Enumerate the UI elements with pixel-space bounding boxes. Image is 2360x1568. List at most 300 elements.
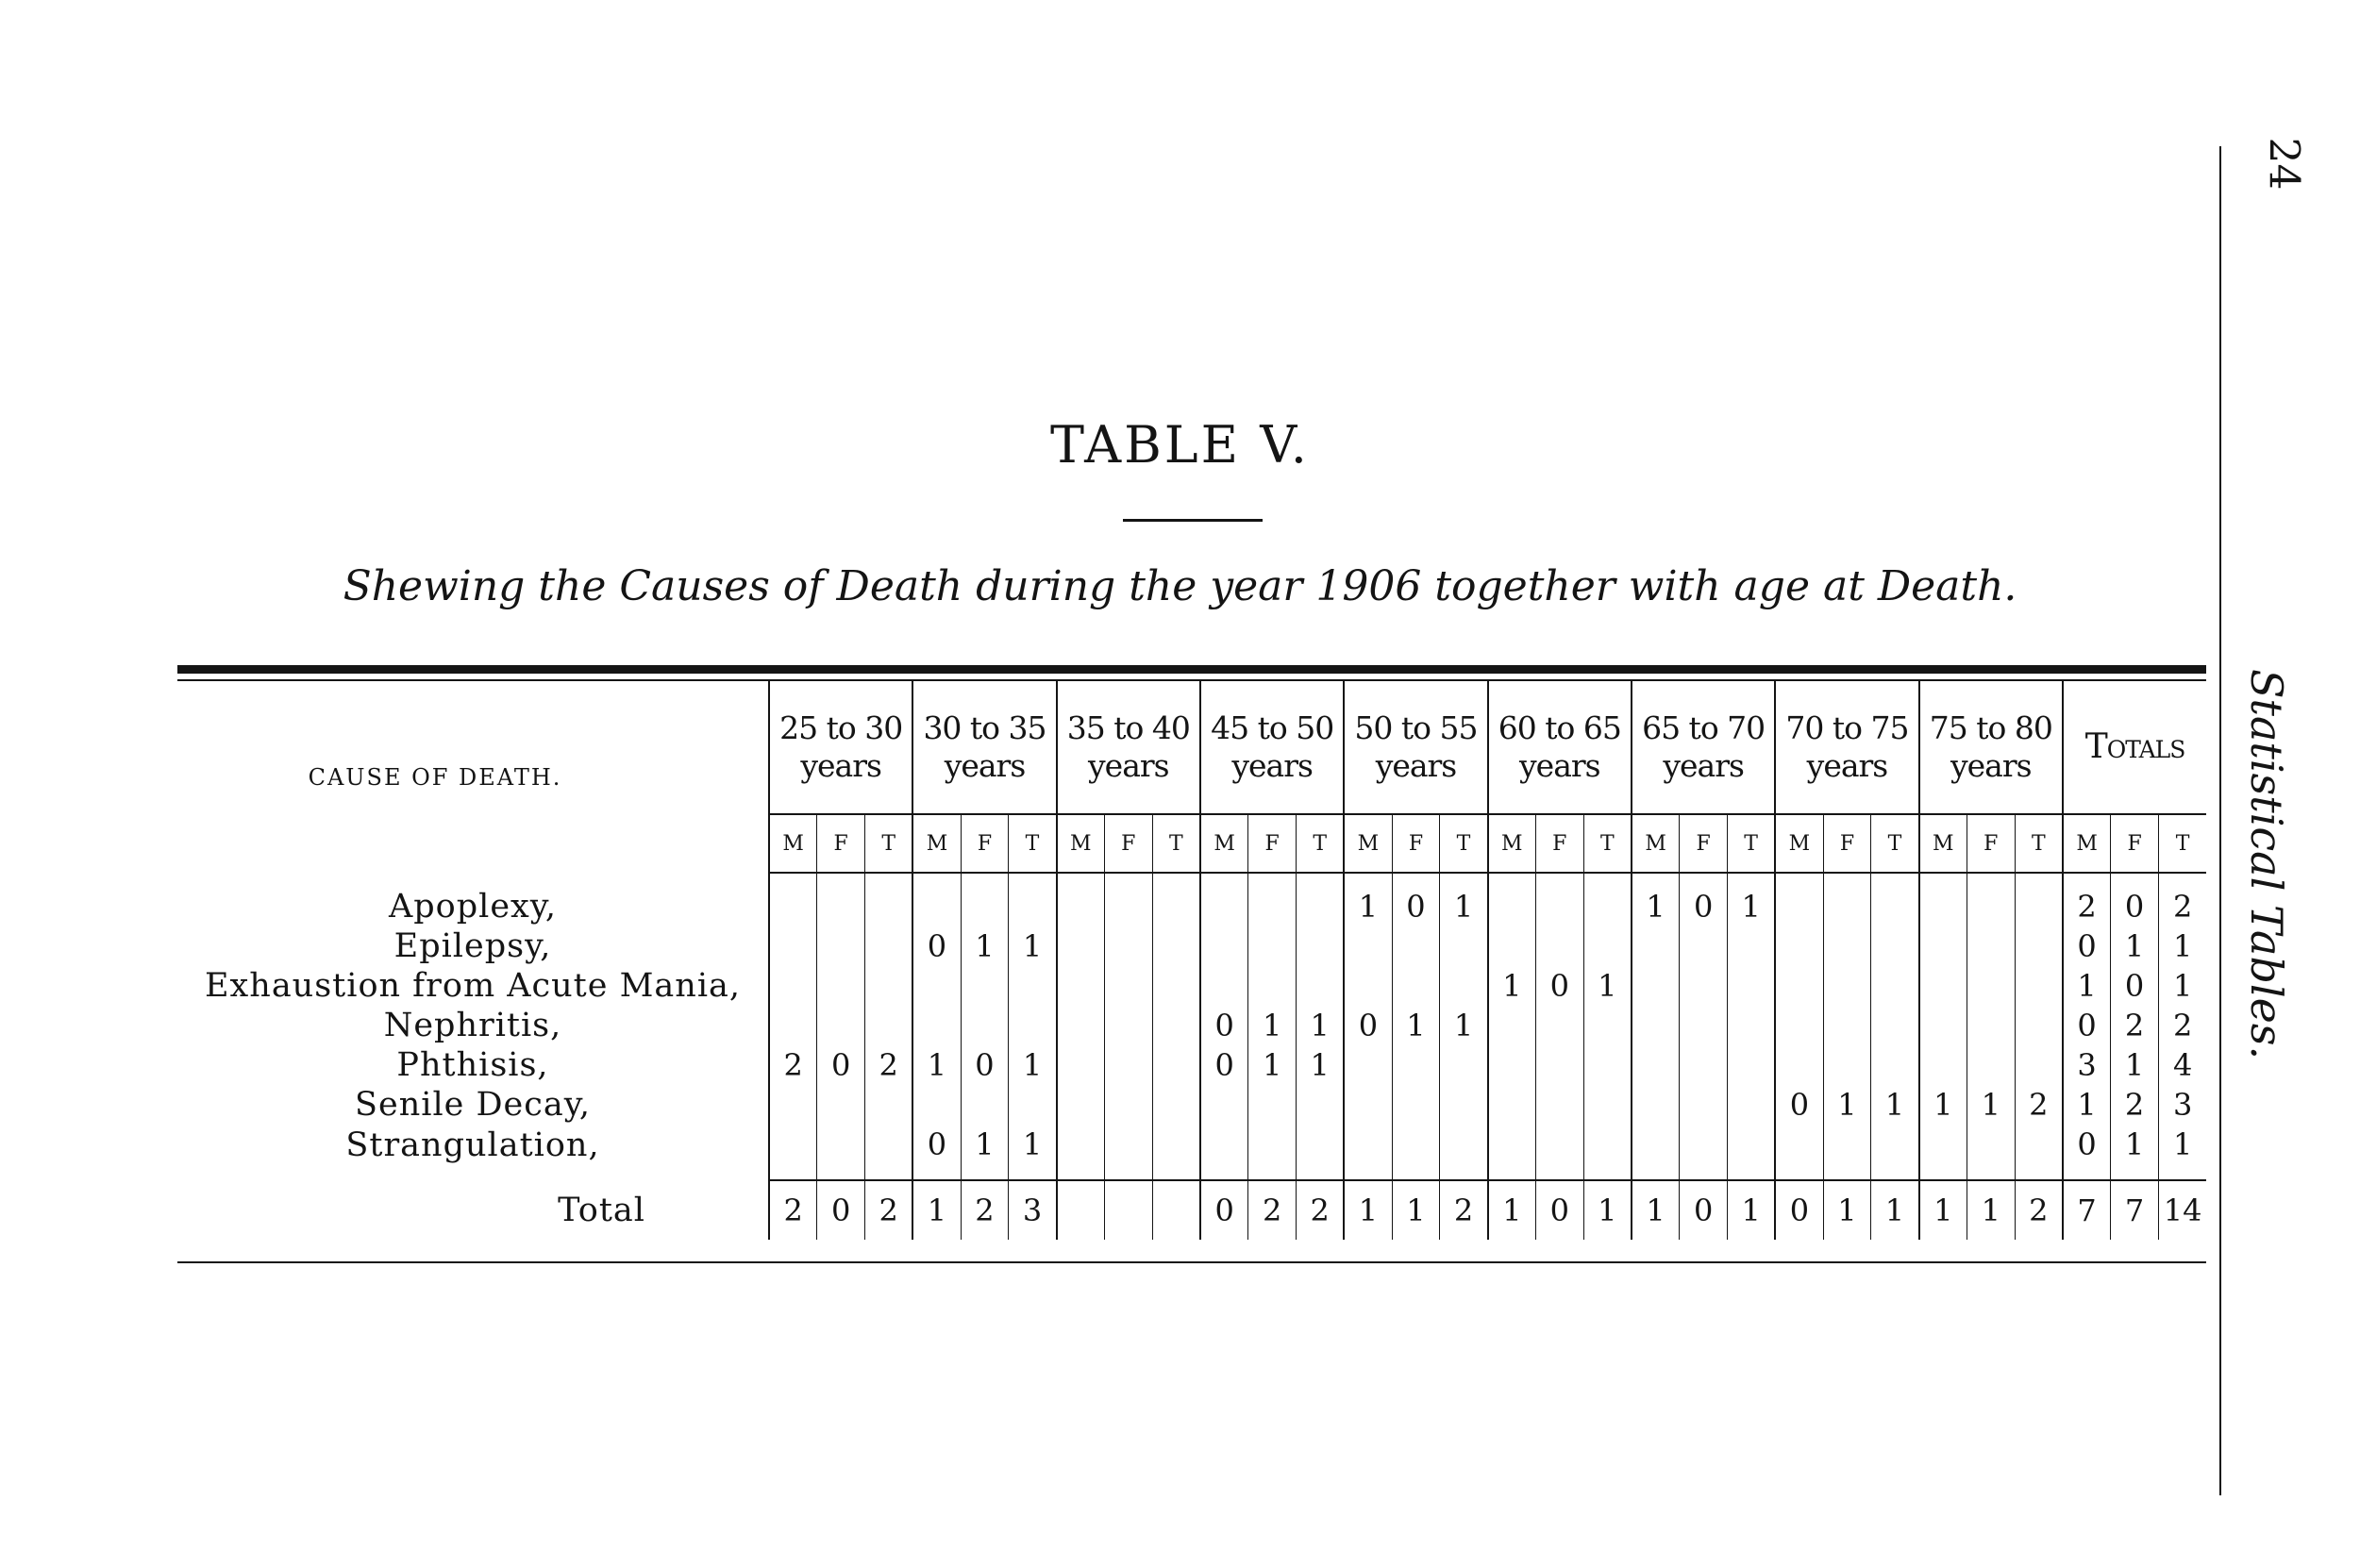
count-cell: 1 [2063,1085,2111,1125]
count-cell [961,966,1009,1006]
count-cell [1632,966,1680,1006]
count-cell [1057,926,1105,966]
count-cell [1728,1045,1776,1085]
count-cell: 1 [912,1045,961,1085]
count-cell: 1 [1392,1006,1440,1045]
count-cell [1440,1045,1488,1085]
total-cell: 0 [1200,1180,1248,1240]
total-cell: 2 [961,1180,1009,1240]
count-cell: 2 [2111,1085,2159,1125]
count-cell [1248,873,1297,926]
count-cell [1728,1006,1776,1045]
count-cell: 1 [1344,873,1392,926]
count-cell [865,966,913,1006]
table-row [177,966,2206,1006]
count-cell [1632,1045,1680,1085]
count-cell [1152,873,1200,926]
count-cell: 1 [2158,1125,2206,1180]
count-cell [1392,966,1440,1006]
count-cell [2015,873,2063,926]
count-cell [1057,1045,1105,1085]
count-cell [1823,966,1871,1006]
count-cell [1583,1045,1632,1085]
count-cell [1152,966,1200,1006]
count-cell [1104,1125,1152,1180]
count-cell [769,1006,817,1045]
count-cell [1200,1125,1248,1180]
group-header-65-70: 65 to 70 years [1632,681,1775,814]
count-cell [1488,1045,1536,1085]
table-row [177,1085,2206,1125]
count-cell: 3 [2158,1085,2206,1125]
count-cell: 1 [2158,966,2206,1006]
count-cell [1583,1125,1632,1180]
count-cell [1583,873,1632,926]
count-cell [961,1006,1009,1045]
total-cell [1057,1180,1105,1240]
total-cell: 1 [1583,1180,1632,1240]
count-cell [1728,926,1776,966]
count-cell [1823,873,1871,926]
causes-of-death-table [177,681,2206,1240]
count-cell: 3 [2063,1045,2111,1085]
total-label: Total [558,1191,645,1229]
count-cell [1728,966,1776,1006]
sub-header-m: M [912,814,961,873]
count-cell [1728,1125,1776,1180]
count-cell [769,926,817,966]
count-cell [912,1085,961,1125]
count-cell: 0 [1535,966,1583,1006]
count-cell: 2 [865,1045,913,1085]
sub-header-m: M [1344,814,1392,873]
group-header-30-35: 30 to 35 years [912,681,1056,814]
total-cell: 1 [1823,1180,1871,1240]
sub-header-f: F [2111,814,2159,873]
sub-header-t: T [1728,814,1776,873]
total-cell: 0 [1775,1180,1823,1240]
sub-header-m: M [1775,814,1823,873]
count-cell [2015,966,2063,1006]
count-cell [1152,1006,1200,1045]
count-cell [961,1085,1009,1125]
count-cell [1583,1006,1632,1045]
group-header-totals: Totals [2063,681,2206,814]
count-cell [865,926,913,966]
count-cell [1535,926,1583,966]
cause-label: Nephritis, [383,1007,562,1044]
sub-header-m: M [1632,814,1680,873]
table-title: TABLE V. [1050,415,1310,475]
sub-header-f: F [961,814,1009,873]
count-cell [1871,1006,1919,1045]
count-cell [1057,873,1105,926]
count-cell: 1 [961,926,1009,966]
count-cell: 0 [2063,1125,2111,1180]
count-cell: 1 [2158,926,2206,966]
count-cell [1775,873,1823,926]
count-cell [865,1085,913,1125]
group-header-60-65: 60 to 65 years [1488,681,1632,814]
sub-header-f: F [1967,814,2015,873]
count-cell: 0 [2111,873,2159,926]
count-cell [2015,1125,2063,1180]
count-cell [1152,926,1200,966]
count-cell: 0 [2063,1006,2111,1045]
table-body [177,873,2206,1240]
count-cell: 1 [1632,873,1680,926]
count-cell: 2 [2158,873,2206,926]
count-cell [865,1125,913,1180]
count-cell [1919,1125,1967,1180]
count-cell [912,873,961,926]
total-cell: 7 [2063,1180,2111,1240]
count-cell [1871,1045,1919,1085]
count-cell [1919,926,1967,966]
count-cell [1152,1045,1200,1085]
cause-label: Apoplexy, [388,887,558,926]
count-cell [1200,966,1248,1006]
count-cell: 2 [769,1045,817,1085]
count-cell [1967,926,2015,966]
group-header-50-55: 50 to 55 years [1344,681,1487,814]
total-cell: 2 [769,1180,817,1240]
count-cell [1919,873,1967,926]
count-cell: 1 [1823,1085,1871,1125]
total-cell: 3 [1009,1180,1057,1240]
total-cell: 0 [1680,1180,1728,1240]
sub-header-m: M [1057,814,1105,873]
count-cell [1728,1085,1776,1125]
count-cell [1535,873,1583,926]
count-cell [769,966,817,1006]
count-cell [1009,873,1057,926]
count-cell: 2 [2015,1085,2063,1125]
count-cell [1248,926,1297,966]
count-cell [1392,1045,1440,1085]
count-cell [1248,1085,1297,1125]
group-header-35-40: 35 to 40 years [1057,681,1200,814]
count-cell: 1 [1488,966,1536,1006]
count-cell [1680,1085,1728,1125]
count-cell [1535,1125,1583,1180]
sub-header-t: T [1297,814,1345,873]
count-cell: 0 [1344,1006,1392,1045]
side-running-title: Statistical Tables. [2241,669,2292,1060]
count-cell: 0 [912,1125,961,1180]
group-header-25-30: 25 to 30 years [769,681,912,814]
count-cell: 1 [1440,873,1488,926]
sub-header-m: M [1919,814,1967,873]
count-cell [1440,1125,1488,1180]
count-cell [1680,966,1728,1006]
count-cell [1775,1006,1823,1045]
count-cell [912,966,961,1006]
group-header-70-75: 70 to 75 years [1775,681,1918,814]
sub-header-t: T [1583,814,1632,873]
count-cell [1392,1125,1440,1180]
count-cell [1152,1125,1200,1180]
count-cell [1344,1125,1392,1180]
count-cell [1104,926,1152,966]
count-cell [1009,1006,1057,1045]
count-cell [2015,1006,2063,1045]
count-cell [1632,1125,1680,1180]
table-row [177,926,2206,966]
count-cell [865,1006,913,1045]
sub-header-f: F [1823,814,1871,873]
count-cell: 1 [2063,966,2111,1006]
count-cell [1297,926,1345,966]
count-cell: 0 [1200,1045,1248,1085]
total-cell: 1 [1919,1180,1967,1240]
count-cell: 0 [817,1045,865,1085]
count-cell [1680,926,1728,966]
count-cell [1009,1085,1057,1125]
page-number: 24 [2259,137,2308,191]
count-cell [1057,1125,1105,1180]
count-cell: 1 [1440,1006,1488,1045]
count-cell [1488,1006,1536,1045]
sub-header-m: M [769,814,817,873]
count-cell: 1 [2111,1045,2159,1085]
count-cell [1871,1125,1919,1180]
count-cell: 1 [1009,1125,1057,1180]
count-cell: 1 [1583,966,1632,1006]
count-cell: 0 [2111,966,2159,1006]
count-cell [1823,926,1871,966]
count-cell [1104,1045,1152,1085]
count-cell: 0 [1200,1006,1248,1045]
count-cell [1057,1006,1105,1045]
count-cell [1967,873,2015,926]
count-cell [1344,966,1392,1006]
sub-header-m: M [2063,814,2111,873]
sub-header-t: T [2015,814,2063,873]
count-cell [1775,1125,1823,1180]
count-cell [817,1006,865,1045]
count-cell [1775,1045,1823,1085]
table-bottom-rule [177,1261,2206,1263]
count-cell: 0 [1392,873,1440,926]
count-cell [1104,1006,1152,1045]
page-margin-line [2219,146,2221,1495]
table-subtitle: Shewing the Causes of Death during the year 1906 together with age at Death. [343,562,2017,610]
count-cell [769,873,817,926]
count-cell [1488,926,1536,966]
count-cell [817,873,865,926]
count-cell: 2 [2111,1006,2159,1045]
cause-label: Epilepsy, [393,927,552,965]
count-cell [1248,966,1297,1006]
count-cell [1104,873,1152,926]
total-cell: 2 [1248,1180,1297,1240]
count-cell: 0 [1680,873,1728,926]
count-cell [1200,926,1248,966]
count-cell [1440,926,1488,966]
count-cell [1488,1125,1536,1180]
total-cell: 1 [1871,1180,1919,1240]
count-cell [1632,1006,1680,1045]
count-cell [865,873,913,926]
cause-label: Phthisis, [396,1046,549,1084]
sub-header-t: T [1152,814,1200,873]
group-header-row [177,681,2206,814]
count-cell: 1 [1297,1006,1345,1045]
count-cell [1775,966,1823,1006]
count-cell: 1 [961,1125,1009,1180]
count-cell [1152,1085,1200,1125]
count-cell [817,966,865,1006]
sub-header-m: M [1200,814,1248,873]
sub-header-t: T [1009,814,1057,873]
count-cell [1488,873,1536,926]
count-cell [1967,1125,2015,1180]
cause-label: Strangulation, [345,1126,600,1164]
count-cell [1583,1085,1632,1125]
count-cell [769,1085,817,1125]
count-cell: 1 [1919,1085,1967,1125]
total-cell: 14 [2158,1180,2206,1240]
count-cell: 1 [2111,1125,2159,1180]
count-cell [1344,926,1392,966]
count-cell [1297,966,1345,1006]
cause-label: Exhaustion from Acute Mania, [204,967,742,1005]
cause-of-death-header: CAUSE OF DEATH. [308,763,562,791]
count-cell: 2 [2158,1006,2206,1045]
count-cell [1344,1045,1392,1085]
count-cell: 1 [1248,1006,1297,1045]
title-underline [1123,519,1263,522]
sub-header-f: F [1680,814,1728,873]
total-cell: 2 [1440,1180,1488,1240]
table-row [177,1045,2206,1085]
table-row [177,1125,2206,1180]
count-cell [912,1006,961,1045]
count-cell [1248,1125,1297,1180]
count-cell [1632,926,1680,966]
count-cell [1632,1085,1680,1125]
count-cell [1823,1045,1871,1085]
count-cell [1871,873,1919,926]
total-cell [1152,1180,1200,1240]
count-cell: 1 [1297,1045,1345,1085]
count-cell [1297,1125,1345,1180]
count-cell [1967,1045,2015,1085]
group-header-45-50: 45 to 50 years [1200,681,1344,814]
count-cell [1057,1085,1105,1125]
count-cell: 0 [1775,1085,1823,1125]
total-cell: 1 [1632,1180,1680,1240]
count-cell: 2 [2063,873,2111,926]
count-cell [1967,966,2015,1006]
sub-header-m: M [1488,814,1536,873]
total-cell: 2 [2015,1180,2063,1240]
count-cell [1919,1045,1967,1085]
count-cell [817,926,865,966]
count-cell [769,1125,817,1180]
sub-header-f: F [817,814,865,873]
total-cell: 2 [865,1180,913,1240]
count-cell [961,873,1009,926]
count-cell [1104,1085,1152,1125]
count-cell [1392,1085,1440,1125]
total-cell [1104,1180,1152,1240]
sub-header-t: T [2158,814,2206,873]
count-cell [1919,966,1967,1006]
count-cell [817,1085,865,1125]
count-cell [1823,1125,1871,1180]
count-cell: 1 [1871,1085,1919,1125]
group-header-75-80: 75 to 80 years [1919,681,2063,814]
total-cell: 1 [912,1180,961,1240]
total-cell: 0 [1535,1180,1583,1240]
count-cell [817,1125,865,1180]
count-cell [1871,966,1919,1006]
sub-header-f: F [1535,814,1583,873]
total-cell: 1 [1392,1180,1440,1240]
count-cell [1440,1085,1488,1125]
count-cell [1392,926,1440,966]
count-cell [1967,1006,2015,1045]
table-row [177,1006,2206,1045]
count-cell [1488,1085,1536,1125]
count-cell [1919,1006,1967,1045]
total-cell: 7 [2111,1180,2159,1240]
count-cell: 1 [2111,926,2159,966]
count-cell: 0 [961,1045,1009,1085]
count-cell [1297,873,1345,926]
total-cell: 1 [1344,1180,1392,1240]
count-cell [1200,873,1248,926]
count-cell [2015,1045,2063,1085]
total-cell: 0 [817,1180,865,1240]
count-cell: 1 [1248,1045,1297,1085]
total-cell: 1 [1728,1180,1776,1240]
count-cell [1680,1006,1728,1045]
count-cell: 4 [2158,1045,2206,1085]
count-cell [2015,926,2063,966]
count-cell [1104,966,1152,1006]
total-cell: 1 [1488,1180,1536,1240]
count-cell [1680,1125,1728,1180]
count-cell [1583,926,1632,966]
count-cell: 1 [1009,1045,1057,1085]
count-cell [1871,926,1919,966]
count-cell: 1 [1009,926,1057,966]
count-cell: 0 [912,926,961,966]
sub-header-t: T [1871,814,1919,873]
count-cell [1057,966,1105,1006]
count-cell [1200,1085,1248,1125]
count-cell [1823,1006,1871,1045]
sub-header-f: F [1392,814,1440,873]
count-cell [1535,1006,1583,1045]
total-cell: 1 [1967,1180,2015,1240]
count-cell [1775,926,1823,966]
count-cell [1297,1085,1345,1125]
count-cell [1535,1085,1583,1125]
sub-header-f: F [1104,814,1152,873]
count-cell: 1 [1967,1085,2015,1125]
cause-label: Senile Decay, [355,1086,591,1124]
total-cell: 2 [1297,1180,1345,1240]
count-cell [1535,1045,1583,1085]
table-top-rule [177,665,2206,674]
count-cell [1009,966,1057,1006]
count-cell [1344,1085,1392,1125]
total-row [177,1180,2206,1240]
